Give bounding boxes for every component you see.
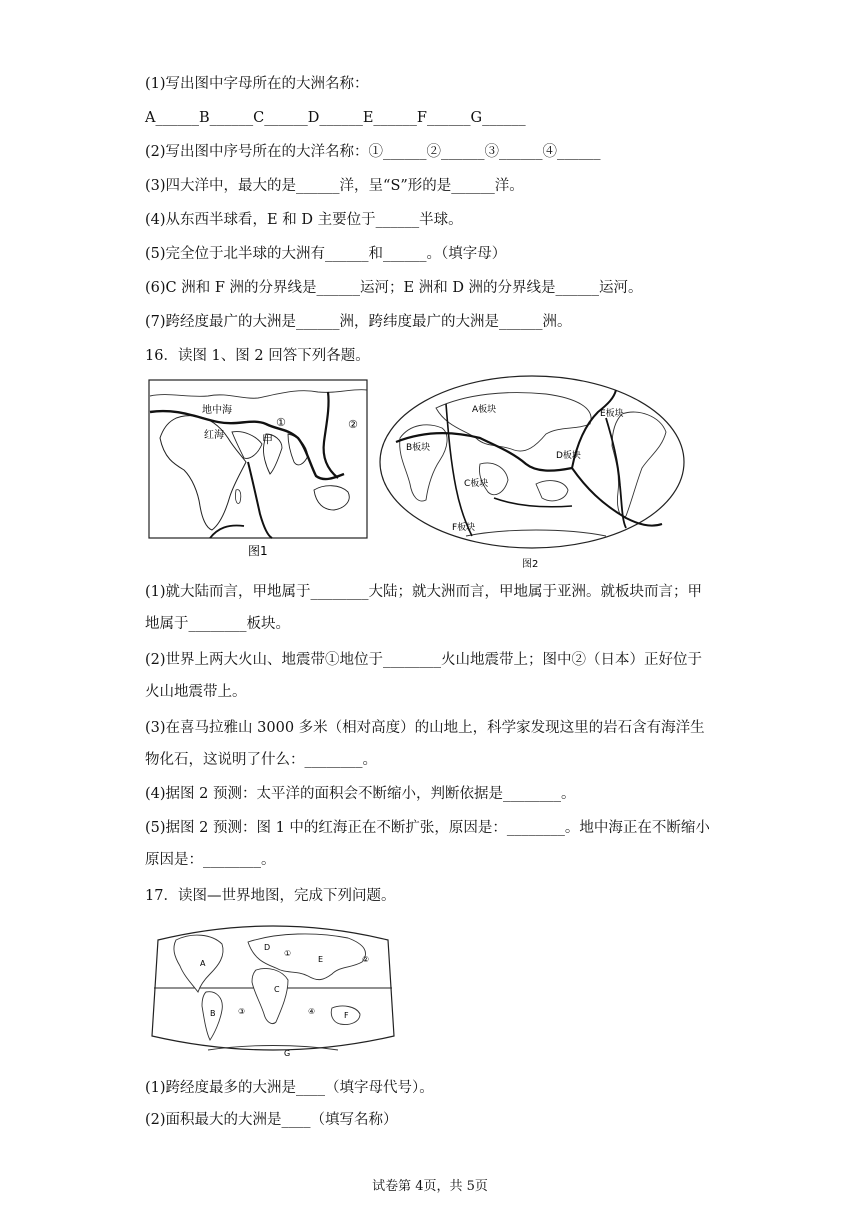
q16-part4: (4)据图 2 预测：太平洋的面积会不断缩小，判断依据是________。 bbox=[145, 786, 576, 802]
world-map-label-f: F bbox=[344, 1011, 349, 1020]
q15-part1-blanks: A______B______C______D______E______F______G______ bbox=[145, 110, 526, 126]
fig1-label-mediterranean: 地中海 bbox=[202, 405, 232, 416]
fig2-plate-f: F板块 bbox=[452, 523, 476, 533]
q15-part1: (1)写出图中字母所在的大洲名称： bbox=[145, 76, 369, 92]
fig2-plate-e: E板块 bbox=[600, 409, 624, 419]
figure-2-plates-map bbox=[376, 368, 688, 570]
q17-part1: (1)跨经度最多的大洲是____（填字母代号）。 bbox=[145, 1080, 434, 1096]
page-footer: 试卷第 4页，共 5页 bbox=[372, 1179, 488, 1194]
fig2-plate-d: D板块 bbox=[556, 451, 581, 461]
figure-1-map bbox=[148, 378, 370, 560]
q16-part1-line2: 地属于________板块。 bbox=[145, 616, 290, 632]
q16-part1-line1: (1)就大陆而言，甲地属于________大陆；就大洲而言，甲地属于亚洲。就板块而言；甲 bbox=[145, 584, 703, 600]
q16-part2-line2: 火山地震带上。 bbox=[145, 684, 247, 700]
world-map-label-4: ④ bbox=[308, 1007, 316, 1016]
fig1-label-jia: 甲 bbox=[262, 433, 273, 446]
fig1-caption: 图1 bbox=[248, 544, 268, 558]
world-map-label-g: G bbox=[284, 1049, 291, 1058]
figure-world-map bbox=[148, 918, 398, 1060]
world-map-label-e: E bbox=[318, 955, 324, 964]
q16-intro: 16．读图 1、图 2 回答下列各题。 bbox=[145, 348, 370, 364]
q16-part5-line2: 原因是：________。 bbox=[145, 852, 276, 868]
q16-part3-line1: (3)在喜马拉雅山 3000 多米（相对高度）的山地上，科学家发现这里的岩石含有海洋生 bbox=[145, 720, 705, 736]
fig1-label-1: ① bbox=[276, 416, 286, 429]
world-map-label-c: C bbox=[274, 985, 280, 994]
fig2-plate-a: A板块 bbox=[472, 405, 497, 415]
q15-part2: (2)写出图中序号所在的大洋名称：①______②______③______④______ bbox=[145, 144, 601, 160]
world-map-label-b: B bbox=[210, 1009, 216, 1018]
q17-intro: 17．读图—世界地图，完成下列问题。 bbox=[145, 888, 396, 904]
q17-part2: (2)面积最大的大洲是____（填写名称） bbox=[145, 1112, 398, 1128]
q15-part6: (6)C 洲和 F 洲的分界线是______运河；E 洲和 D 洲的分界线是______运河。 bbox=[145, 280, 643, 296]
fig2-plate-c: C板块 bbox=[464, 479, 489, 489]
world-map-label-d: D bbox=[264, 943, 271, 952]
fig1-label-red-sea: 红海 bbox=[204, 430, 224, 441]
q15-part3: (3)四大洋中，最大的是______洋，呈“S”形的是______洋。 bbox=[145, 178, 524, 194]
q15-part5: (5)完全位于北半球的大洲有______和______。（填字母） bbox=[145, 246, 507, 262]
q16-part3-line2: 物化石，这说明了什么：________。 bbox=[145, 752, 377, 768]
q15-part7: (7)跨经度最广的大洲是______洲，跨纬度最广的大洲是______洲。 bbox=[145, 314, 572, 330]
world-map-label-1: ① bbox=[284, 949, 292, 958]
q15-part4: (4)从东西半球看，E 和 D 主要位于______半球。 bbox=[145, 212, 463, 228]
world-map-label-3: ③ bbox=[238, 1007, 246, 1016]
fig2-plate-b: B板块 bbox=[406, 443, 431, 453]
q16-part5-line1: (5)据图 2 预测：图 1 中的红海正在不断扩张，原因是：________。地中海正在不断缩小 bbox=[145, 820, 710, 836]
q16-part2-line1: (2)世界上两大火山、地震带①地位于________火山地震带上；图中②（日本）正好位于 bbox=[145, 652, 703, 668]
world-map-label-2: ② bbox=[362, 955, 370, 964]
world-map-label-a: A bbox=[200, 959, 206, 968]
fig2-caption: 图2 bbox=[522, 559, 539, 570]
fig1-label-2: ② bbox=[348, 418, 358, 431]
